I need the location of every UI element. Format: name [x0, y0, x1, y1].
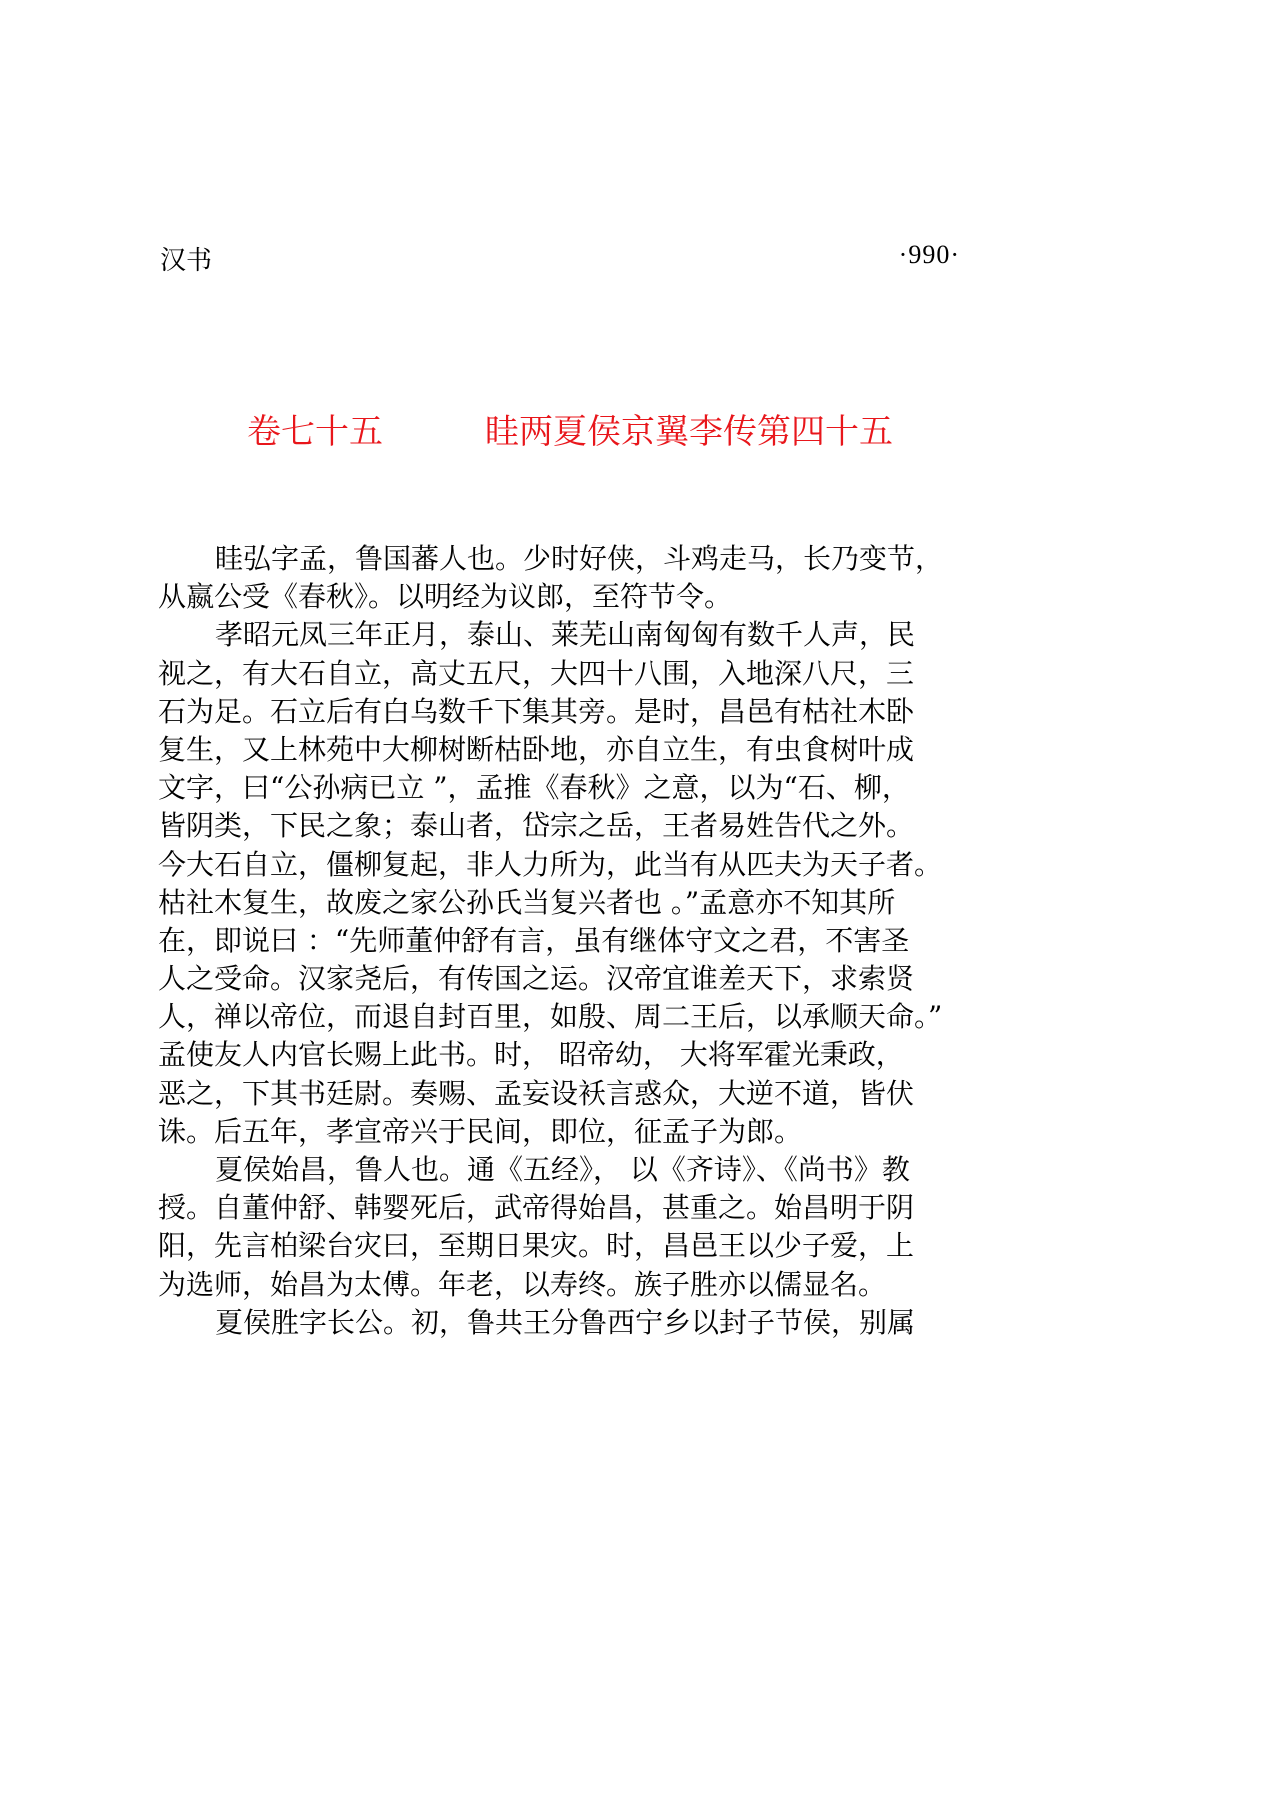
text-line: 为选师，始昌为太傅。年老，以寿终。族子胜亦以儒显名。 [158, 1267, 887, 1301]
page-number: ·990· [898, 240, 960, 269]
running-head-book-title: 汉书 [160, 246, 213, 276]
text-line: 复生，又上林苑中大柳树断枯卧地，亦自立生，有虫食树叶成 [158, 732, 915, 766]
text-line: 孟使友人内官长赐上此书。时， 昭帝幼， 大将军霍光秉政， [158, 1038, 904, 1072]
text-line: 枯社木复生，故废之家公孙氏当复兴者也 。”孟意亦不知其所 [158, 885, 896, 919]
body-text [158, 540, 958, 1342]
text-line: 人之受命。汉家尧后，有传国之运。汉帝宜谁差天下，求索贤 [158, 962, 915, 996]
text-line: 在，即说曰 ：“先师董仲舒有言，虽有继体守文之君，不害圣 [158, 923, 910, 957]
text-line: 视之，有大石自立，高丈五尺，大四十八围，入地深八尺，三 [158, 656, 915, 690]
text-line: 恶之，下其书廷尉。奏赐、孟妄设袄言惑众，大逆不道，皆伏 [158, 1076, 915, 1110]
text-line: 从嬴公受《春秋》。以明经为议郎，至符节令。 [158, 580, 733, 614]
text-line: 人，禅以帝位，而退自封百里，如殷、周二王后，以承顺天命。” [158, 1000, 943, 1034]
text-line: 授。自董仲舒、韩婴死后，武帝得始昌，甚重之。始昌明于阴 [158, 1191, 915, 1225]
text-line: 诛。后五年，孝宣帝兴于民间，即位，征孟子为郎。 [158, 1114, 803, 1148]
text-line: 夏侯胜字长公。初，鲁共王分鲁西宁乡以封子节侯，别属 [215, 1305, 916, 1339]
text-line: 皆阴类，下民之象；泰山者，岱宗之岳，王者易姓告代之外。 [158, 809, 915, 843]
text-line: 孝昭元凤三年正月，泰山、莱芜山南匈匈有数千人声，民 [215, 618, 916, 652]
chapter-title: 卷七十五 眭两夏侯京翼李传第四十五 [247, 412, 893, 452]
text-line: 石为足。石立后有白乌数千下集其旁。是时，昌邑有枯社木卧 [158, 694, 915, 728]
text-line: 阳，先言柏梁台灾曰，至期日果灾。时，昌邑王以少子爱，上 [158, 1229, 915, 1263]
text-line: 眭弘字孟，鲁国蕃人也。少时好侠，斗鸡走马，长乃变节， [215, 542, 944, 575]
text-line: 夏侯始昌，鲁人也。通《五经》， 以《齐诗》、《尚书》教 [215, 1153, 910, 1186]
text-line: 今大石自立，僵柳复起，非人力所为，此当有从匹夫为天子者。 [158, 847, 943, 881]
text-line: 文字，曰“公孙病已立 ”，孟推《春秋》之意，以为“石、柳， [158, 771, 910, 805]
